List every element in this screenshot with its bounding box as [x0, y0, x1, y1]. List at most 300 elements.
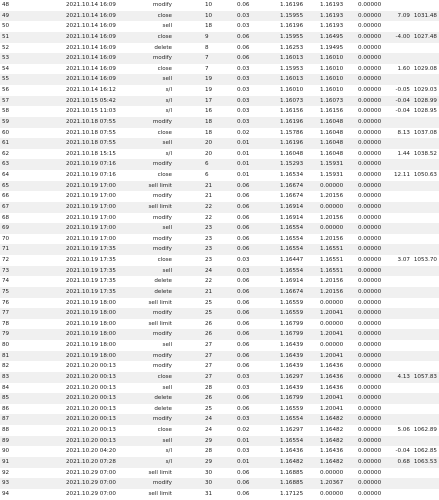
table-row: [0, 170, 439, 181]
cell-order-id: 7: [205, 55, 209, 62]
table-row: [0, 85, 439, 96]
cell-time: 2021.10.19 17:35: [66, 278, 116, 285]
cell-trade-type: s/l: [165, 448, 172, 455]
cell-trade-type: modify: [152, 55, 172, 62]
cell-time: 2021.10.19 18:00: [66, 342, 116, 348]
cell-stop-loss: 0.00000: [320, 182, 344, 189]
cell-row-number: 59: [2, 118, 10, 125]
cell-take-profit: 0.00000: [358, 182, 382, 189]
cell-volume: 0.06: [237, 203, 250, 210]
cell-stop-loss: 1.16436: [320, 448, 344, 455]
cell-time: 2021.10.19 17:35: [66, 257, 116, 263]
cell-row-number: 54: [2, 65, 10, 72]
cell-price: 1.15293: [280, 161, 304, 168]
cell-price: 1.16253: [280, 44, 304, 51]
cell-time: 2021.10.20 00:13: [66, 395, 116, 402]
cell-row-number: 72: [2, 257, 10, 263]
cell-take-profit: 0.00000: [358, 12, 382, 19]
table-row: [0, 159, 439, 170]
cell-profit: 5.06: [397, 427, 410, 433]
cell-take-profit: 0.00000: [358, 87, 382, 93]
cell-trade-type: sell: [162, 140, 172, 147]
cell-price: 1.16554: [280, 437, 304, 444]
table-row: [0, 340, 439, 351]
cell-trade-type: close: [157, 172, 172, 178]
cell-stop-loss: 1.16482: [320, 458, 344, 465]
cell-order-id: 10: [205, 12, 213, 19]
cell-stop-loss: 1.20156: [320, 235, 344, 242]
cell-price: 1.16439: [280, 342, 304, 348]
cell-order-id: 24: [205, 416, 213, 423]
table-row: [0, 138, 439, 149]
cell-price: 1.16439: [280, 363, 304, 370]
cell-stop-loss: 1.16495: [320, 33, 344, 40]
cell-take-profit: 0.00000: [358, 299, 382, 306]
cell-stop-loss: 1.20041: [320, 352, 344, 359]
cell-order-id: 26: [205, 320, 213, 327]
cell-row-number: 73: [2, 267, 10, 274]
table-row: [0, 96, 439, 107]
cell-volume: 0.03: [237, 108, 250, 115]
cell-stop-loss: 0.00000: [320, 299, 344, 306]
cell-price: 1.16914: [280, 214, 304, 221]
cell-row-number: 76: [2, 299, 10, 306]
cell-order-id: 10: [205, 2, 213, 8]
cell-volume: 0.02: [237, 427, 250, 433]
cell-row-number: 48: [2, 2, 10, 8]
cell-price: 1.16439: [280, 384, 304, 391]
cell-time: 2021.10.15 05:42: [66, 97, 116, 104]
cell-row-number: 63: [2, 161, 10, 168]
cell-trade-type: modify: [152, 480, 172, 487]
cell-row-number: 77: [2, 310, 10, 317]
cell-price: 1.16447: [280, 257, 304, 263]
cell-row-number: 71: [2, 246, 10, 253]
cell-row-number: 70: [2, 235, 10, 242]
cell-order-id: 8: [205, 44, 209, 51]
cell-price: 1.16799: [280, 320, 304, 327]
cell-time: 2021.10.18 07:55: [66, 140, 116, 147]
cell-order-id: 22: [205, 203, 213, 210]
cell-price: 1.16436: [280, 448, 304, 455]
cell-time: 2021.10.29 07:00: [66, 480, 116, 487]
cell-stop-loss: 1.16436: [320, 384, 344, 391]
cell-trade-type: sell: [162, 225, 172, 232]
cell-time: 2021.10.19 18:00: [66, 331, 116, 338]
cell-trade-type: modify: [152, 310, 172, 317]
cell-time: 2021.10.20 00:13: [66, 363, 116, 370]
cell-trade-type: close: [157, 12, 172, 19]
cell-take-profit: 0.00000: [358, 140, 382, 147]
table-row: [0, 457, 439, 468]
cell-price: 1.15786: [280, 129, 304, 136]
table-row: [0, 21, 439, 32]
cell-volume: 0.01: [237, 437, 250, 444]
cell-take-profit: 0.00000: [358, 437, 382, 444]
table-row: [0, 234, 439, 245]
table-row: [0, 181, 439, 192]
cell-take-profit: 0.00000: [358, 225, 382, 232]
cell-row-number: 87: [2, 416, 10, 423]
table-row: [0, 393, 439, 404]
cell-trade-type: modify: [152, 2, 172, 8]
table-row: [0, 319, 439, 330]
cell-stop-loss: 1.19495: [320, 44, 344, 51]
cell-order-id: 21: [205, 288, 213, 295]
table-row: [0, 361, 439, 372]
cell-trade-type: sell: [162, 23, 172, 30]
cell-time: 2021.10.19 17:35: [66, 267, 116, 274]
cell-price: 1.16439: [280, 352, 304, 359]
cell-order-id: 20: [205, 150, 213, 157]
cell-profit: -0.04: [395, 108, 410, 115]
cell-price: 1.16482: [280, 458, 304, 465]
table-row: [0, 308, 439, 319]
cell-profit: 7.09: [397, 12, 410, 19]
cell-time: 2021.10.19 17:35: [66, 288, 116, 295]
cell-take-profit: 0.00000: [358, 235, 382, 242]
cell-time: 2021.10.19 17:35: [66, 246, 116, 253]
cell-take-profit: 0.00000: [358, 480, 382, 487]
cell-time: 2021.10.14 16:12: [66, 87, 116, 93]
cell-trade-type: sell: [162, 437, 172, 444]
cell-trade-type: sell limit: [148, 469, 172, 476]
cell-take-profit: 0.00000: [358, 405, 382, 412]
cell-price: 1.16196: [280, 118, 304, 125]
cell-price: 1.15955: [280, 33, 304, 40]
cell-take-profit: 0.00000: [358, 448, 382, 455]
cell-take-profit: 0.00000: [358, 288, 382, 295]
cell-take-profit: 0.00000: [358, 310, 382, 317]
cell-stop-loss: 1.15931: [320, 172, 344, 178]
cell-take-profit: 0.00000: [358, 342, 382, 348]
cell-trade-type: close: [157, 33, 172, 40]
cell-time: 2021.10.14 16:09: [66, 65, 116, 72]
cell-balance: 1031.48: [413, 12, 437, 19]
cell-order-id: 20: [205, 140, 213, 147]
cell-price: 1.16554: [280, 246, 304, 253]
cell-take-profit: 0.00000: [358, 97, 382, 104]
cell-order-id: 21: [205, 182, 213, 189]
cell-trade-type: sell limit: [148, 299, 172, 306]
cell-stop-loss: 1.20041: [320, 310, 344, 317]
cell-row-number: 67: [2, 203, 10, 210]
cell-volume: 0.06: [237, 55, 250, 62]
cell-volume: 0.06: [237, 352, 250, 359]
cell-take-profit: 0.00000: [358, 416, 382, 423]
table-row: [0, 436, 439, 447]
cell-trade-type: sell limit: [148, 320, 172, 327]
cell-trade-type: sell limit: [148, 490, 172, 497]
cell-time: 2021.10.19 07:16: [66, 172, 116, 178]
cell-time: 2021.10.20 00:13: [66, 405, 116, 412]
cell-trade-type: modify: [152, 352, 172, 359]
cell-price: 1.16013: [280, 55, 304, 62]
cell-price: 1.16554: [280, 416, 304, 423]
cell-take-profit: 0.00000: [358, 23, 382, 30]
cell-stop-loss: 1.16048: [320, 118, 344, 125]
cell-trade-type: modify: [152, 214, 172, 221]
cell-take-profit: 0.00000: [358, 55, 382, 62]
cell-trade-type: modify: [152, 363, 172, 370]
cell-row-number: 92: [2, 469, 10, 476]
cell-time: 2021.10.19 18:00: [66, 352, 116, 359]
cell-stop-loss: 1.16436: [320, 363, 344, 370]
cell-stop-loss: 0.00000: [320, 203, 344, 210]
cell-volume: 0.06: [237, 480, 250, 487]
cell-price: 1.16010: [280, 87, 304, 93]
table-row: [0, 32, 439, 43]
cell-row-number: 89: [2, 437, 10, 444]
cell-order-id: 26: [205, 331, 213, 338]
cell-trade-type: close: [157, 427, 172, 433]
cell-trade-type: close: [157, 129, 172, 136]
cell-order-id: 7: [205, 65, 209, 72]
cell-balance: 1038.52: [413, 150, 437, 157]
cell-price: 1.16559: [280, 299, 304, 306]
cell-volume: 0.06: [237, 2, 250, 8]
cell-stop-loss: 1.16010: [320, 76, 344, 83]
cell-price: 1.16799: [280, 395, 304, 402]
cell-order-id: 30: [205, 480, 213, 487]
cell-profit: -0.04: [395, 97, 410, 104]
table-row: [0, 74, 439, 85]
cell-stop-loss: 1.16482: [320, 437, 344, 444]
cell-order-id: 19: [205, 87, 213, 93]
cell-time: 2021.10.19 17:00: [66, 235, 116, 242]
cell-volume: 0.01: [237, 161, 250, 168]
cell-order-id: 28: [205, 384, 213, 391]
cell-trade-type: s/l: [165, 87, 172, 93]
cell-volume: 0.06: [237, 182, 250, 189]
cell-volume: 0.03: [237, 12, 250, 19]
cell-row-number: 85: [2, 395, 10, 402]
cell-time: 2021.10.14 16:09: [66, 23, 116, 30]
cell-price: 1.16674: [280, 193, 304, 200]
table-row: [0, 276, 439, 287]
cell-volume: 0.06: [237, 299, 250, 306]
table-row: [0, 223, 439, 234]
cell-time: 2021.10.14 16:09: [66, 12, 116, 19]
cell-balance: 1050.63: [413, 172, 437, 178]
cell-take-profit: 0.00000: [358, 44, 382, 51]
cell-trade-type: sell limit: [148, 203, 172, 210]
cell-row-number: 65: [2, 182, 10, 189]
cell-order-id: 16: [205, 108, 213, 115]
cell-price: 1.16559: [280, 310, 304, 317]
cell-stop-loss: 0.00000: [320, 320, 344, 327]
cell-volume: 0.06: [237, 331, 250, 338]
cell-take-profit: 0.00000: [358, 490, 382, 497]
table-row: [0, 191, 439, 202]
cell-row-number: 80: [2, 342, 10, 348]
cell-trade-type: sell: [162, 267, 172, 274]
cell-row-number: 88: [2, 427, 10, 433]
cell-price: 1.16674: [280, 288, 304, 295]
cell-volume: 0.06: [237, 363, 250, 370]
cell-price: 1.16559: [280, 405, 304, 412]
cell-row-number: 83: [2, 373, 10, 380]
cell-volume: 0.01: [237, 458, 250, 465]
cell-trade-type: s/l: [165, 108, 172, 115]
cell-order-id: 24: [205, 267, 213, 274]
cell-stop-loss: 0.00000: [320, 469, 344, 476]
cell-profit: 8.13: [397, 129, 410, 136]
table-row: [0, 202, 439, 213]
cell-time: 2021.10.14 16:09: [66, 44, 116, 51]
cell-price: 1.16534: [280, 172, 304, 178]
cell-balance: 1037.08: [413, 129, 437, 136]
cell-trade-type: modify: [152, 331, 172, 338]
cell-profit: -0.05: [395, 87, 410, 93]
cell-stop-loss: 1.20156: [320, 214, 344, 221]
cell-stop-loss: 1.20041: [320, 331, 344, 338]
cell-stop-loss: 1.16482: [320, 427, 344, 433]
cell-row-number: 91: [2, 458, 10, 465]
cell-row-number: 53: [2, 55, 10, 62]
cell-row-number: 62: [2, 150, 10, 157]
cell-profit: 1.60: [397, 65, 410, 72]
cell-row-number: 74: [2, 278, 10, 285]
cell-order-id: 23: [205, 257, 213, 263]
cell-volume: 0.03: [237, 257, 250, 263]
cell-volume: 0.03: [237, 118, 250, 125]
cell-price: 1.16674: [280, 182, 304, 189]
cell-volume: 0.06: [237, 310, 250, 317]
table-row: [0, 298, 439, 309]
table-row: [0, 468, 439, 479]
cell-time: 2021.10.18 07:55: [66, 129, 116, 136]
cell-profit: 0.68: [397, 458, 410, 465]
cell-price: 1.15955: [280, 12, 304, 19]
cell-take-profit: 0.00000: [358, 331, 382, 338]
cell-row-number: 60: [2, 129, 10, 136]
cell-take-profit: 0.00000: [358, 65, 382, 72]
cell-volume: 0.06: [237, 288, 250, 295]
cell-price: 1.16554: [280, 235, 304, 242]
cell-stop-loss: 1.20156: [320, 193, 344, 200]
cell-balance: 1062.89: [413, 427, 437, 433]
cell-price: 1.16799: [280, 331, 304, 338]
cell-time: 2021.10.20 04:20: [66, 448, 116, 455]
cell-volume: 0.06: [237, 320, 250, 327]
cell-balance: 1063.53: [413, 458, 437, 465]
cell-price: 1.16914: [280, 278, 304, 285]
cell-price: 1.16297: [280, 427, 304, 433]
cell-trade-type: modify: [152, 235, 172, 242]
cell-order-id: 21: [205, 193, 213, 200]
table-row: [0, 213, 439, 224]
cell-stop-loss: 1.16156: [320, 108, 344, 115]
table-row: [0, 117, 439, 128]
table-row: [0, 43, 439, 54]
table-row: [0, 372, 439, 383]
cell-take-profit: 0.00000: [358, 76, 382, 83]
cell-trade-type: close: [157, 65, 172, 72]
cell-order-id: 23: [205, 225, 213, 232]
cell-stop-loss: 1.16010: [320, 65, 344, 72]
cell-time: 2021.10.29 07:00: [66, 469, 116, 476]
cell-order-id: 31: [205, 490, 213, 497]
cell-order-id: 29: [205, 458, 213, 465]
cell-order-id: 27: [205, 352, 213, 359]
cell-volume: 0.03: [237, 448, 250, 455]
cell-order-id: 6: [205, 161, 209, 168]
cell-volume: 0.03: [237, 384, 250, 391]
cell-volume: 0.02: [237, 129, 250, 136]
cell-volume: 0.03: [237, 23, 250, 30]
cell-take-profit: 0.00000: [358, 320, 382, 327]
cell-trade-type: modify: [152, 416, 172, 423]
cell-take-profit: 0.00000: [358, 373, 382, 380]
cell-volume: 0.03: [237, 97, 250, 104]
cell-order-id: 24: [205, 427, 213, 433]
table-row: [0, 404, 439, 415]
cell-time: 2021.10.14 16:09: [66, 33, 116, 40]
cell-row-number: 57: [2, 97, 10, 104]
cell-balance: 1029.03: [413, 87, 437, 93]
cell-price: 1.16554: [280, 225, 304, 232]
cell-order-id: 17: [205, 97, 213, 104]
table-row: [0, 351, 439, 362]
cell-time: 2021.10.14 16:09: [66, 76, 116, 83]
cell-row-number: 68: [2, 214, 10, 221]
cell-row-number: 50: [2, 23, 10, 30]
cell-row-number: 93: [2, 480, 10, 487]
cell-volume: 0.03: [237, 87, 250, 93]
cell-order-id: 27: [205, 373, 213, 380]
cell-stop-loss: 1.16551: [320, 257, 344, 263]
cell-row-number: 69: [2, 225, 10, 232]
table-row: [0, 266, 439, 277]
cell-time: 2021.10.20 07:28: [66, 458, 116, 465]
cell-trade-type: s/l: [165, 97, 172, 104]
cell-order-id: 26: [205, 395, 213, 402]
cell-price: 1.16156: [280, 108, 304, 115]
cell-volume: 0.03: [237, 65, 250, 72]
cell-row-number: 61: [2, 140, 10, 147]
cell-trade-type: s/l: [165, 458, 172, 465]
cell-order-id: 22: [205, 214, 213, 221]
table-row: [0, 149, 439, 160]
cell-take-profit: 0.00000: [358, 193, 382, 200]
cell-profit: -4.00: [395, 33, 410, 40]
table-row: [0, 287, 439, 298]
cell-balance: 1027.48: [413, 33, 437, 40]
cell-trade-type: modify: [152, 246, 172, 253]
cell-stop-loss: 1.16193: [320, 2, 344, 8]
cell-profit: 4.13: [397, 373, 410, 380]
cell-take-profit: 0.00000: [358, 129, 382, 136]
cell-stop-loss: 0.00000: [320, 490, 344, 497]
cell-price: 1.16196: [280, 23, 304, 30]
cell-stop-loss: 1.20156: [320, 288, 344, 295]
cell-order-id: 28: [205, 448, 213, 455]
cell-time: 2021.10.29 07:00: [66, 490, 116, 497]
cell-stop-loss: 1.20156: [320, 278, 344, 285]
cell-time: 2021.10.19 18:00: [66, 310, 116, 317]
cell-take-profit: 0.00000: [358, 384, 382, 391]
cell-time: 2021.10.19 17:00: [66, 214, 116, 221]
cell-time: 2021.10.19 17:00: [66, 203, 116, 210]
cell-take-profit: 0.00000: [358, 395, 382, 402]
cell-profit: 3.07: [397, 257, 410, 263]
cell-volume: 0.06: [237, 342, 250, 348]
cell-stop-loss: 1.16010: [320, 55, 344, 62]
cell-take-profit: 0.00000: [358, 172, 382, 178]
cell-trade-type: modify: [152, 193, 172, 200]
cell-row-number: 58: [2, 108, 10, 115]
